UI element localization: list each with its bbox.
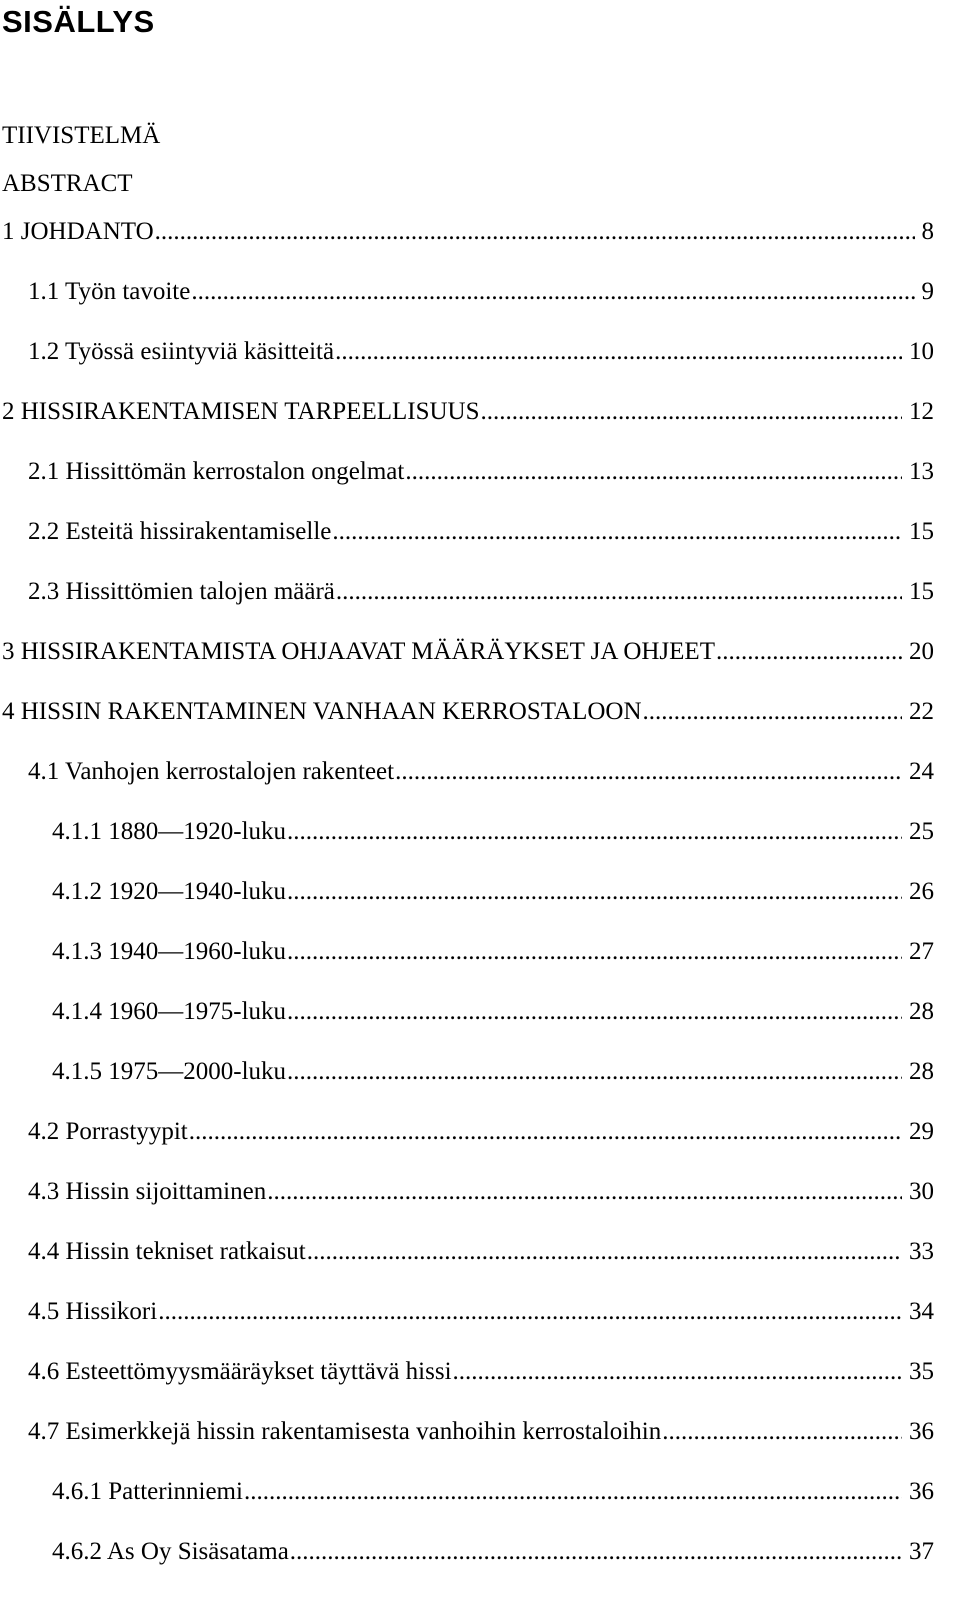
toc-front-matter-abstract-fi: TIIVISTELMÄ <box>2 122 161 149</box>
toc-entry-page: 33 <box>909 1238 934 1265</box>
toc-entry-label: 4.1.5 1975—2000-luku <box>52 1058 287 1085</box>
toc-dot-leader <box>395 756 902 788</box>
toc-entry-page: 37 <box>909 1538 934 1565</box>
toc-entry-page: 15 <box>909 518 934 545</box>
toc-entry-page: 22 <box>909 698 934 725</box>
toc-entry-page: 20 <box>909 638 934 665</box>
toc-entry-page: 13 <box>909 458 934 485</box>
toc-dot-leader <box>336 576 902 608</box>
toc-entry-label: 4.1.1 1880—1920-luku <box>52 818 287 845</box>
toc-entry-label: 1.2 Työssä esiintyviä käsitteitä <box>28 338 335 365</box>
toc-dot-leader <box>155 216 915 248</box>
toc-entry-label: 1 JOHDANTO <box>2 218 154 245</box>
toc-entry-page: 15 <box>909 578 934 605</box>
toc-entry-page: 28 <box>909 998 934 1025</box>
toc-entry-label: 1.1 Työn tavoite <box>28 278 191 305</box>
toc-dot-leader <box>267 1176 902 1208</box>
toc-entry[interactable] <box>52 816 934 848</box>
toc-entry-page: 26 <box>909 878 934 905</box>
toc-entry[interactable] <box>28 276 934 308</box>
toc-entry-label: 4.6.2 As Oy Sisäsatama <box>52 1538 289 1565</box>
toc-dot-leader <box>158 1296 902 1328</box>
toc-entry[interactable] <box>2 396 934 428</box>
toc-entry[interactable] <box>28 1176 934 1208</box>
toc-entry-page: 10 <box>909 338 934 365</box>
toc-dot-leader <box>287 1056 902 1088</box>
toc-entry-label: 2.3 Hissittömien talojen määrä <box>28 578 335 605</box>
toc-dot-leader <box>643 696 902 728</box>
toc-entry-label: 4.4 Hissin tekniset ratkaisut <box>28 1238 306 1265</box>
toc-entry-label: 4.3 Hissin sijoittaminen <box>28 1178 267 1205</box>
toc-dot-leader <box>189 1116 902 1148</box>
toc-dot-leader <box>481 396 902 428</box>
toc-entry-page: 27 <box>909 938 934 965</box>
toc-dot-leader <box>191 276 914 308</box>
toc-dot-leader <box>405 456 902 488</box>
toc-dot-leader <box>287 936 902 968</box>
toc-entry-label: 3 HISSIRAKENTAMISTA OHJAAVAT MÄÄRÄYKSET JA OHJEET <box>2 638 715 665</box>
toc-entry[interactable] <box>52 876 934 908</box>
toc-entry-label: 4.1.2 1920—1940-luku <box>52 878 287 905</box>
toc-dot-leader <box>662 1416 902 1448</box>
toc-entry[interactable] <box>28 1236 934 1268</box>
toc-entry[interactable] <box>2 636 934 668</box>
toc-dot-leader <box>335 336 902 368</box>
toc-entry-label: 4.6.1 Patterinniemi <box>52 1478 243 1505</box>
toc-entry-page: 9 <box>921 278 934 305</box>
toc-entry-page: 34 <box>909 1298 934 1325</box>
toc-entry[interactable] <box>52 1056 934 1088</box>
toc-entry[interactable] <box>52 996 934 1028</box>
toc-entry[interactable] <box>52 936 934 968</box>
toc-entry-label: 4.1.4 1960—1975-luku <box>52 998 287 1025</box>
toc-entry-label: 4 HISSIN RAKENTAMINEN VANHAAN KERROSTALOON <box>2 698 642 725</box>
toc-entry[interactable] <box>2 696 934 728</box>
toc-entry-label: 2.1 Hissittömän kerrostalon ongelmat <box>28 458 405 485</box>
toc-entry[interactable] <box>28 1356 934 1388</box>
toc-entry-label: 4.1 Vanhojen kerrostalojen rakenteet <box>28 758 395 785</box>
toc-entry[interactable] <box>28 456 934 488</box>
toc-dot-leader <box>716 636 902 668</box>
toc-entry[interactable] <box>28 576 934 608</box>
toc-dot-leader <box>307 1236 902 1268</box>
toc-entry[interactable] <box>28 1116 934 1148</box>
toc-entry-page: 30 <box>909 1178 934 1205</box>
toc-entry[interactable] <box>28 1416 934 1448</box>
toc-entry-label: 4.1.3 1940—1960-luku <box>52 938 287 965</box>
toc-entry[interactable] <box>28 516 934 548</box>
toc-entry-page: 36 <box>909 1418 934 1445</box>
toc-entry-label: 2.2 Esteitä hissirakentamiselle <box>28 518 332 545</box>
toc-dot-leader <box>244 1476 902 1508</box>
toc-entry[interactable] <box>28 336 934 368</box>
toc-entry-page: 25 <box>909 818 934 845</box>
toc-dot-leader <box>290 1536 902 1568</box>
toc-entry-page: 36 <box>909 1478 934 1505</box>
toc-dot-leader <box>332 516 902 548</box>
toc-entry-label: 2 HISSIRAKENTAMISEN TARPEELLISUUS <box>2 398 480 425</box>
toc-entry[interactable] <box>28 756 934 788</box>
toc-front-matter-abstract-en: ABSTRACT <box>2 170 133 197</box>
toc-entry-page: 24 <box>909 758 934 785</box>
toc-heading: SISÄLLYS <box>2 4 155 39</box>
toc-entry-label: 4.6 Esteettömyysmääräykset täyttävä hissi <box>28 1358 452 1385</box>
toc-entry-page: 28 <box>909 1058 934 1085</box>
toc-entry-label: 4.7 Esimerkkejä hissin rakentamisesta vanhoihin kerrostaloihin <box>28 1418 662 1445</box>
toc-dot-leader <box>287 876 902 908</box>
toc-entry-page: 29 <box>909 1118 934 1145</box>
toc-entry-label: 4.5 Hissikori <box>28 1298 158 1325</box>
toc-entry-page: 12 <box>909 398 934 425</box>
toc-entry[interactable] <box>28 1296 934 1328</box>
toc-entry[interactable] <box>2 216 934 248</box>
toc-entry-page: 8 <box>921 218 934 245</box>
toc-entry-page: 35 <box>909 1358 934 1385</box>
toc-dot-leader <box>453 1356 902 1388</box>
toc-dot-leader <box>287 996 902 1028</box>
toc-dot-leader <box>287 816 902 848</box>
toc-entry[interactable] <box>52 1536 934 1568</box>
toc-entry[interactable] <box>52 1476 934 1508</box>
toc-entry-label: 4.2 Porrastyypit <box>28 1118 188 1145</box>
